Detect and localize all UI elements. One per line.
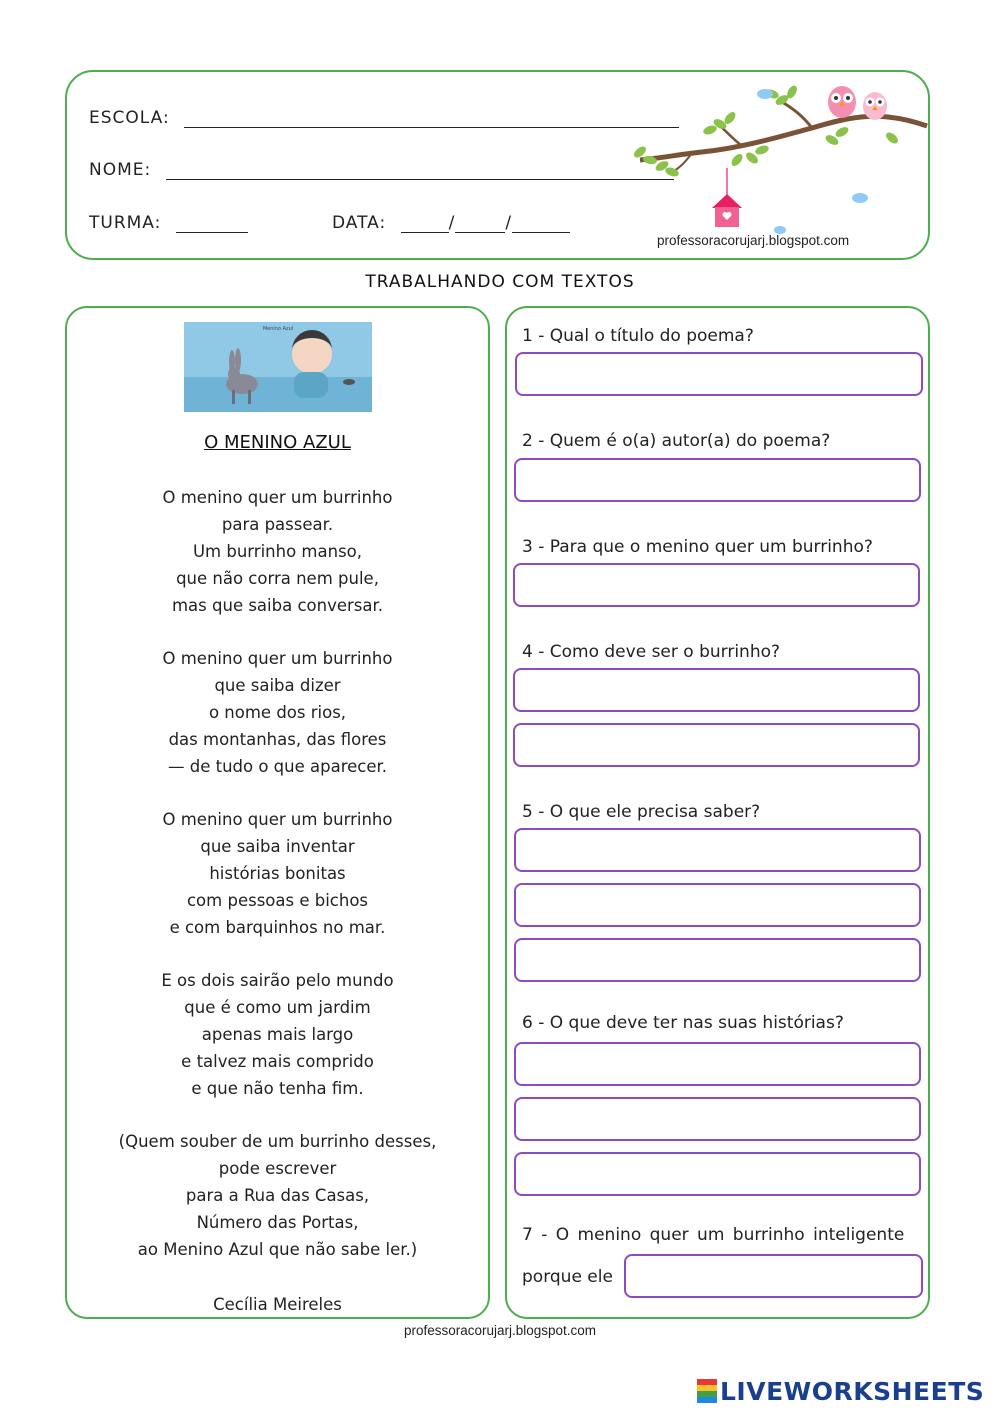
illustration-caption: Menino Azul	[262, 326, 294, 332]
answer-box-5a[interactable]	[514, 828, 921, 872]
birdhouse-icon	[712, 194, 742, 227]
poem-line: Número das Portas,	[196, 1213, 359, 1232]
poem-line: pode escrever	[218, 1159, 337, 1178]
answer-box-2[interactable]	[514, 458, 921, 502]
poem-title: O MENINO AZUL	[204, 432, 351, 453]
liveworksheets-logo[interactable]	[697, 1378, 984, 1404]
poem-body	[67, 484, 488, 1318]
poem-line: ao Menino Azul que não sabe ler.)	[137, 1240, 418, 1259]
question-1: 1 - Qual o título do poema?	[522, 326, 754, 346]
liveworksheets-brand: LIVEWORKSHEETS	[720, 1376, 985, 1406]
question-4: 4 - Como deve ser o burrinho?	[522, 642, 781, 662]
poem-illustration	[184, 322, 372, 412]
question-7: 7 - O menino quer um burrinho inteligente	[522, 1225, 905, 1245]
question-7-continuation: porque ele	[522, 1267, 613, 1287]
answer-box-3[interactable]	[513, 563, 920, 607]
poem-line: E os dois sairão pelo mundo	[161, 971, 394, 990]
poem-line: que saiba dizer	[214, 676, 341, 695]
answer-box-7[interactable]	[624, 1254, 923, 1298]
header-frame	[65, 70, 930, 260]
poem-line: e talvez mais comprido	[181, 1052, 374, 1071]
date-month-line[interactable]	[455, 216, 505, 233]
poem-line: (Quem souber de um burrinho desses,	[118, 1132, 437, 1151]
poem-line: o nome dos rios,	[208, 703, 347, 722]
poem-line: — de tudo o que aparecer.	[167, 757, 388, 776]
section-title: TRABALHANDO COM TEXTOS	[365, 272, 635, 292]
poem-line: mas que saiba conversar.	[171, 596, 384, 615]
poem-line: histórias bonitas	[209, 864, 346, 883]
answer-box-5c[interactable]	[514, 938, 921, 982]
date-label: DATA:	[332, 213, 387, 233]
question-6: 6 - O que deve ter nas suas histórias?	[522, 1013, 844, 1033]
poem-frame	[65, 306, 490, 1319]
school-line[interactable]	[184, 111, 679, 128]
school-label: ESCOLA:	[89, 108, 170, 128]
name-label: NOME:	[89, 160, 152, 180]
date-sep: /	[505, 213, 513, 233]
class-row	[89, 213, 248, 233]
question-2: 2 - Quem é o(a) autor(a) do poema?	[522, 431, 831, 451]
name-row	[89, 160, 674, 180]
header-website: professoracorujarj.blogspot.com	[657, 233, 850, 248]
answer-box-4a[interactable]	[513, 668, 920, 712]
question-3: 3 - Para que o menino quer um burrinho?	[522, 537, 873, 557]
name-line[interactable]	[166, 163, 674, 180]
questions-frame	[505, 306, 930, 1319]
poem-line: que saiba inventar	[200, 837, 355, 856]
poem-line: que não corra nem pule,	[176, 569, 379, 588]
poem-line: e que não tenha fim.	[191, 1079, 364, 1098]
poem-line: com pessoas e bichos	[186, 891, 369, 910]
answer-box-4b[interactable]	[513, 723, 920, 767]
poem-line: para a Rua das Casas,	[185, 1186, 370, 1205]
date-sep: /	[448, 213, 456, 233]
answer-box-6c[interactable]	[514, 1152, 921, 1196]
footer-website: professoracorujarj.blogspot.com	[403, 1323, 597, 1338]
poem-line: das montanhas, das flores	[168, 730, 387, 749]
question-5: 5 - O que ele precisa saber?	[522, 802, 761, 822]
poem-line: para passear.	[221, 515, 334, 534]
answer-box-6b[interactable]	[514, 1097, 921, 1141]
answer-box-5b[interactable]	[514, 883, 921, 927]
poem-line: Um burrinho manso,	[192, 542, 363, 561]
answer-box-6a[interactable]	[514, 1042, 921, 1086]
liveworksheets-mark-icon	[697, 1379, 717, 1403]
class-line[interactable]	[176, 216, 248, 233]
owls-branch-decoration	[632, 80, 932, 235]
date-row	[332, 213, 570, 233]
poem-line: O menino quer um burrinho	[162, 649, 393, 668]
poem-author: Cecília Meireles	[213, 1295, 342, 1314]
owl-icon	[828, 86, 856, 118]
poem-line: O menino quer um burrinho	[162, 488, 393, 507]
class-label: TURMA:	[89, 213, 162, 233]
date-year-line[interactable]	[512, 216, 570, 233]
poem-line: que é como um jardim	[184, 998, 371, 1017]
date-day-line[interactable]	[401, 216, 449, 233]
poem-line: apenas mais largo	[201, 1025, 354, 1044]
poem-line: O menino quer um burrinho	[162, 810, 393, 829]
answer-box-1[interactable]	[515, 352, 923, 396]
mark-stripe	[697, 1397, 717, 1403]
owl-icon	[863, 92, 887, 120]
school-row	[89, 108, 679, 128]
poem-line: e com barquinhos no mar.	[169, 918, 386, 937]
